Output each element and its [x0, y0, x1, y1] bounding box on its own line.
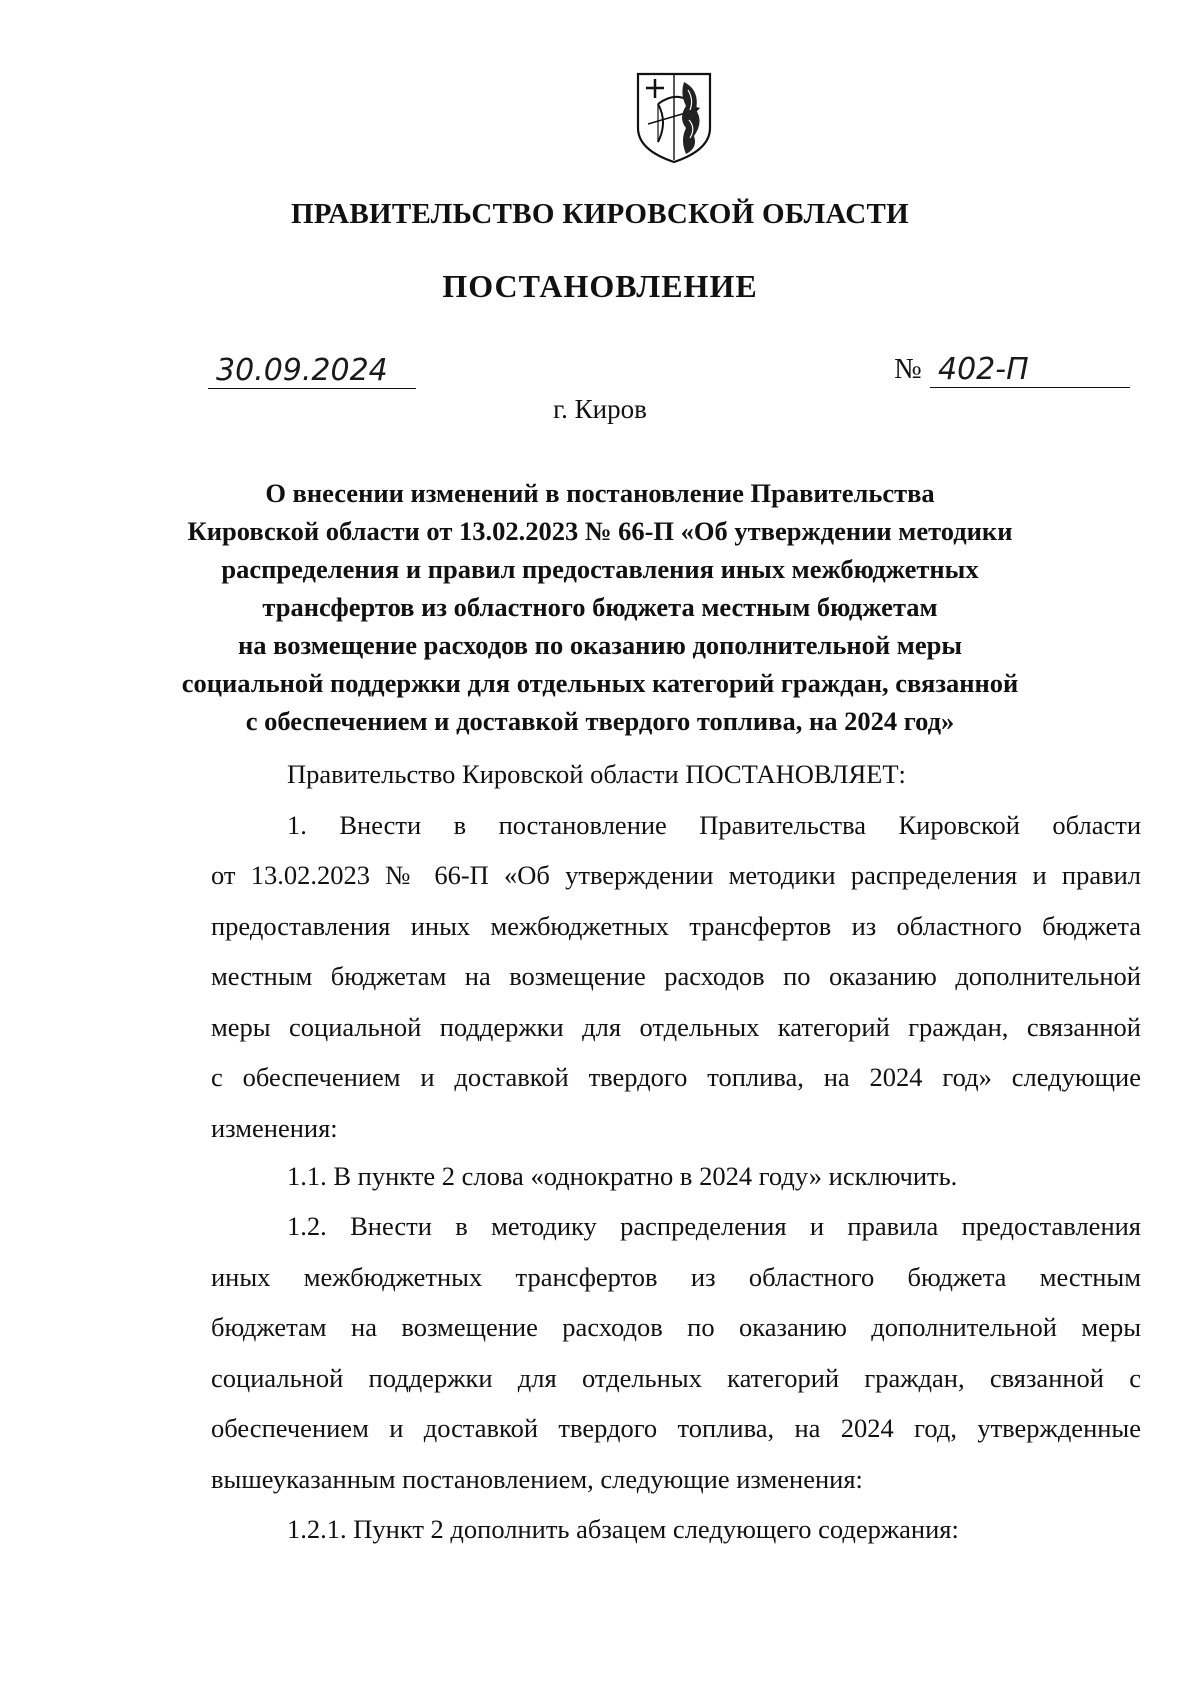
- document-subject: [0, 474, 1200, 740]
- item-1-line: изменения:: [211, 1112, 338, 1143]
- government-title: ПРАВИТЕЛЬСТВО КИРОВСКОЙ ОБЛАСТИ: [290, 198, 910, 230]
- item-1-line: от 13.02.2023 № 66-П «Об утверждении методики распределения и правил: [211, 860, 1141, 890]
- subject-line: распределения и правил предоставления иных межбюджетных: [221, 554, 979, 584]
- document-body: [211, 757, 1141, 1563]
- subject-line: социальной поддержки для отдельных категорий граждан, связанной: [181, 668, 1019, 698]
- item-1-2-line: бюджетам на возмещение расходов по оказанию дополнительной меры: [211, 1312, 1141, 1342]
- preamble: Правительство Кировской области ПОСТАНОВЛЯЕТ:: [287, 759, 906, 789]
- item-1-1: 1.1. В пункте 2 слова «однократно в 2024 году» исключить.: [287, 1160, 958, 1191]
- item-1-line: с обеспечением и доставкой твердого топлива, на 2024 год» следующие: [211, 1062, 1141, 1092]
- item-1-line: 1. Внести в постановление Правительства Кировской области: [287, 809, 1141, 840]
- item-1-2-line: обеспечением и доставкой твердого топлива, на 2024 год, утвержденные: [211, 1413, 1141, 1443]
- item-1-line: предоставления иных межбюджетных трансфертов из областного бюджета: [211, 910, 1141, 941]
- subject-line: с обеспечением и доставкой твердого топлива, на 2024 год»: [245, 706, 955, 736]
- item-1-2-line: иных межбюджетных трансфертов из областного бюджета местным: [211, 1261, 1141, 1292]
- subject-line: на возмещение расходов по оказанию дополнительной меры: [237, 630, 963, 660]
- item-1-line: местным бюджетам на возмещение расходов по оказанию дополнительной: [211, 961, 1141, 991]
- document-number-field: [894, 352, 1130, 388]
- item-1-2-line: вышеуказанным постановлением, следующие изменения:: [211, 1463, 863, 1494]
- item-1-2-line: 1.2. Внести в методику распределения и правила предоставления: [287, 1211, 1141, 1241]
- subject-line: трансфертов из областного бюджета местным бюджетам: [262, 592, 938, 622]
- coat-of-arms-emblem: [634, 70, 714, 166]
- item-1-2-1: 1.2.1. Пункт 2 дополнить абзацем следующего содержания:: [287, 1514, 959, 1544]
- subject-line: О внесении изменений в постановление Правительства: [265, 478, 935, 508]
- item-1-line: меры социальной поддержки для отдельных категорий граждан, связанной: [211, 1011, 1141, 1042]
- subject-line: Кировской области от 13.02.2023 № 66-П «Об утверждении методики: [187, 516, 1013, 546]
- item-1-2-line: социальной поддержки для отдельных категорий граждан, связанной с: [211, 1362, 1141, 1393]
- document-number: 402-П: [938, 352, 1029, 387]
- city-name: г. Киров: [553, 394, 647, 424]
- number-sign: №: [894, 353, 922, 385]
- number-underline: [930, 351, 1130, 388]
- document-date: 30.09.2024: [216, 353, 388, 388]
- document-type-heading: ПОСТАНОВЛЕНИЕ: [442, 268, 758, 304]
- document-date-field: [208, 352, 416, 389]
